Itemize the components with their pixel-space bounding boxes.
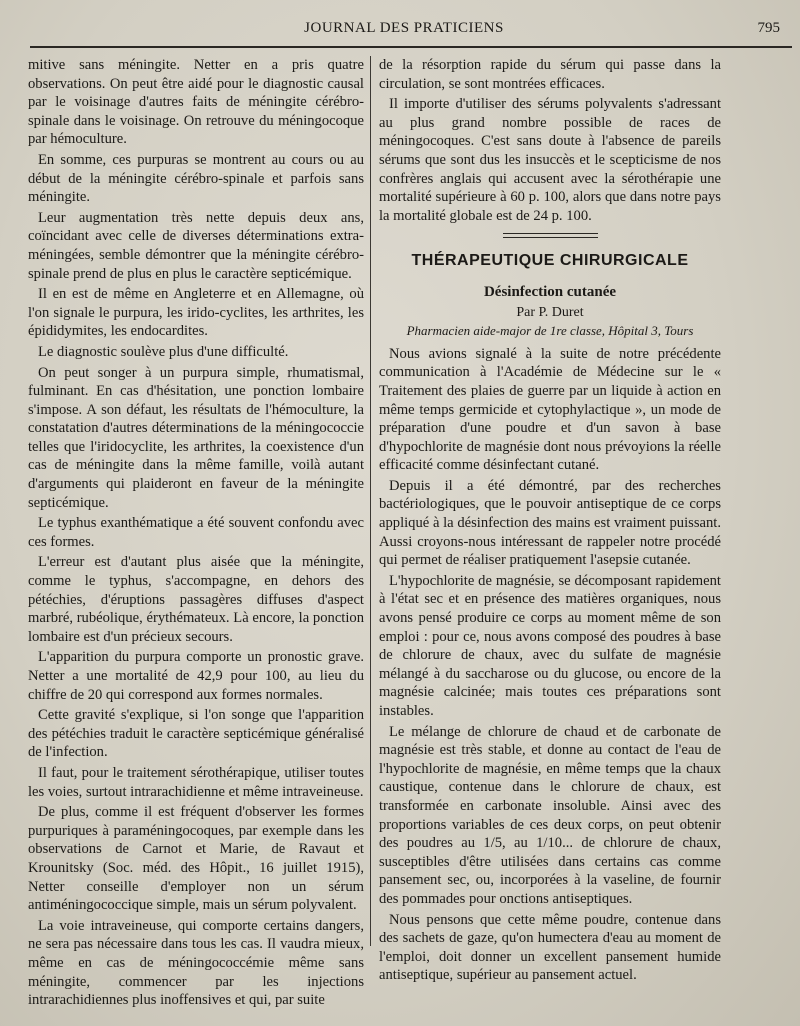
paragraph: mitive sans méningite. Netter en a pris quatre observations. On peut être aidé pour le diagnostic causal par le voisinage d'autres faits de méningite cérébro-spinale dans le voisinage. On retrouve du méningocoque par hémoculture. [28, 57, 364, 148]
paragraph: Leur augmentation très nette depuis deux ans, coïncidant avec celle de diverses déterminations extra-méningées, semble démontrer que la méningite cérébro-spinale prend de plus en plus le caractère septicémique. [28, 209, 364, 282]
paragraph: Cette gravité s'explique, si l'on songe que l'apparition des pétéchies traduit le caractère septicémique généralisé de l'infection. [28, 707, 364, 761]
page-header [20, 14, 788, 44]
paragraph: De plus, comme il est fréquent d'observer les formes purpuriques à paraméningocoques, par exemple dans les observations de Carnot et Marie, de Ravaut et Krounitsky (Soc. méd. des Hôpit., 16 juillet 1915), Netter conseille d'employer non un sérum antiméningococcique simple, mais un sérum polyvalent. [28, 804, 364, 914]
header-rule [30, 46, 792, 48]
section-separator [503, 233, 598, 238]
paragraph: Le typhus exanthématique a été souvent confondu avec ces formes. [28, 515, 364, 550]
section-title: THÉRAPEUTIQUE CHIRURGICALE [411, 252, 689, 270]
paragraph: L'erreur est d'autant plus aisée que la méningite, comme le typhus, s'accompagne, en dehors des pétéchies, d'éruptions passagères diffuses d'aspect marbré, rubéolique, érythémateux. Là encore, la ponction lombaire est d'un précieux secours. [28, 554, 364, 645]
page-number: 795 [757, 20, 780, 36]
paragraph: En somme, ces purpuras se montrent au cours ou au début de la méningite cérébro-spinale et parfois sans méningite. [28, 151, 364, 206]
paragraph: Depuis il a été démontré, par des recherches bactériologiques, que le pouvoir antiseptique de ce corps appliqué à la désinfection des mains est vraiment puissant. Aussi croyons-nous intéressant de rappeler notre procédé qui permet de réaliser pratiquement l'asepsie cutanée. [379, 477, 721, 569]
left-column [28, 56, 364, 1012]
paragraph: L'apparition du purpura comporte un pronostic grave. Netter a une mortalité de 42,9 pour 100, au lieu du chiffre de 20 qui correspond aux formes normales. [28, 649, 364, 703]
paragraph: Il en est de même en Angleterre et en Allemagne, où l'on signale le purpura, les irido-cyclites, les arthrites, les épididymites, les endocardites. [28, 286, 364, 340]
column-divider [370, 56, 371, 946]
byline: Par P. Duret [516, 304, 584, 320]
paragraph: Il faut, pour le traitement sérothérapique, utiliser toutes les voies, surtout intrarachidienne et même intraveineuse. [28, 764, 364, 800]
right-column [379, 56, 721, 987]
paragraph: On peut songer à un purpura simple, rhumatismal, fulminant. En cas d'hésitation, une ponction lombaire s'impose. A son défaut, les résultats de l'hémoculture, la constatation d'autres déterminations de la méningococcie telles que l'iridocyclite, les arthrites, la coexistence d'un cas de méningite dans la même famille, voilà autant d'arguments qui plaideront en faveur de la méningite septicémique. [28, 364, 364, 511]
paragraph: Nous pensons que cette même poudre, contenue dans des sachets de gaze, qu'on humectera d'eau au moment de l'emploi, doit donner un excellent pansement humide antiseptique, supérieur au pansement actuel. [379, 911, 721, 984]
paragraph: Le diagnostic soulève plus d'une difficulté. [38, 343, 289, 360]
paragraph: Il importe d'utiliser des sérums polyvalents s'adressant au plus grand nombre possible de races de méningocoques. C'est sans doute à l'absence de pareils sérums que sont dus les insuccès et le scepticisme de nos confrères anglais qui accusent avec la sérothérapie une mortalité supérieure à 60 p. 100, alors que dans notre pays la mortalité globale est de 24 p. 100. [379, 96, 721, 224]
paragraph: Le mélange de chlorure de chaud et de carbonate de magnésie est très stable, et donne au contact de l'eau de l'hypochlorite de magnésie, en même temps que la chaux caustique, contenue dans le chlorure de chaux, est transformée en carbonate insoluble. Ainsi avec des proportions variables de ces deux corps, on peut obtenir des poudres au 1/5, au 1/10... de chlorure de chaux, susceptibles d'être utilisées dans certains cas comme pansement sec, ou, incorporées à la vaseline, de fournir des pommades pour onctions antiseptiques. [379, 723, 721, 907]
journal-title: JOURNAL DES PRATICIENS [304, 20, 504, 36]
paragraph: L'hypochlorite de magnésie, se décomposant rapidement à l'état sec et en présence des matières organiques, nous avons pensé produire ce corps au moment même de son emploi : pour ce, nous avons composé des poudres à base de chlorure de chaux, avec du sulfate de magnésie mélangé à du saccharose ou du glucose, ou encore de la magnésie calcinée; mais toutes ces préparations sont instables. [379, 572, 721, 719]
paragraph: Nous avions signalé à la suite de notre précédente communication à l'Académie de Médecine sur le « Traitement des plaies de guerre par un liquide à action en même temps germicide et cytophylactique », un mode de préparation d'une poudre et d'un savon à base d'hypochlorite de magnésie dont nous prévoyions la réelle efficacité comme désinfectant cutané. [379, 345, 721, 474]
article-title: Désinfection cutanée [483, 283, 617, 300]
paragraph: de la résorption rapide du sérum qui passe dans la circulation, se sont montrées efficaces. [379, 57, 721, 92]
author-affiliation: Pharmacien aide-major de 1re classe, Hôpital 3, Tours [406, 323, 694, 339]
paragraph: La voie intraveineuse, qui comporte certains dangers, ne sera pas nécessaire dans tous les cas. Il vaudra mieux, même en cas de méningococcémie même sans méningite, commencer par les injections intrarachidiennes plus inoffensives et qui, par suite [28, 917, 364, 1009]
